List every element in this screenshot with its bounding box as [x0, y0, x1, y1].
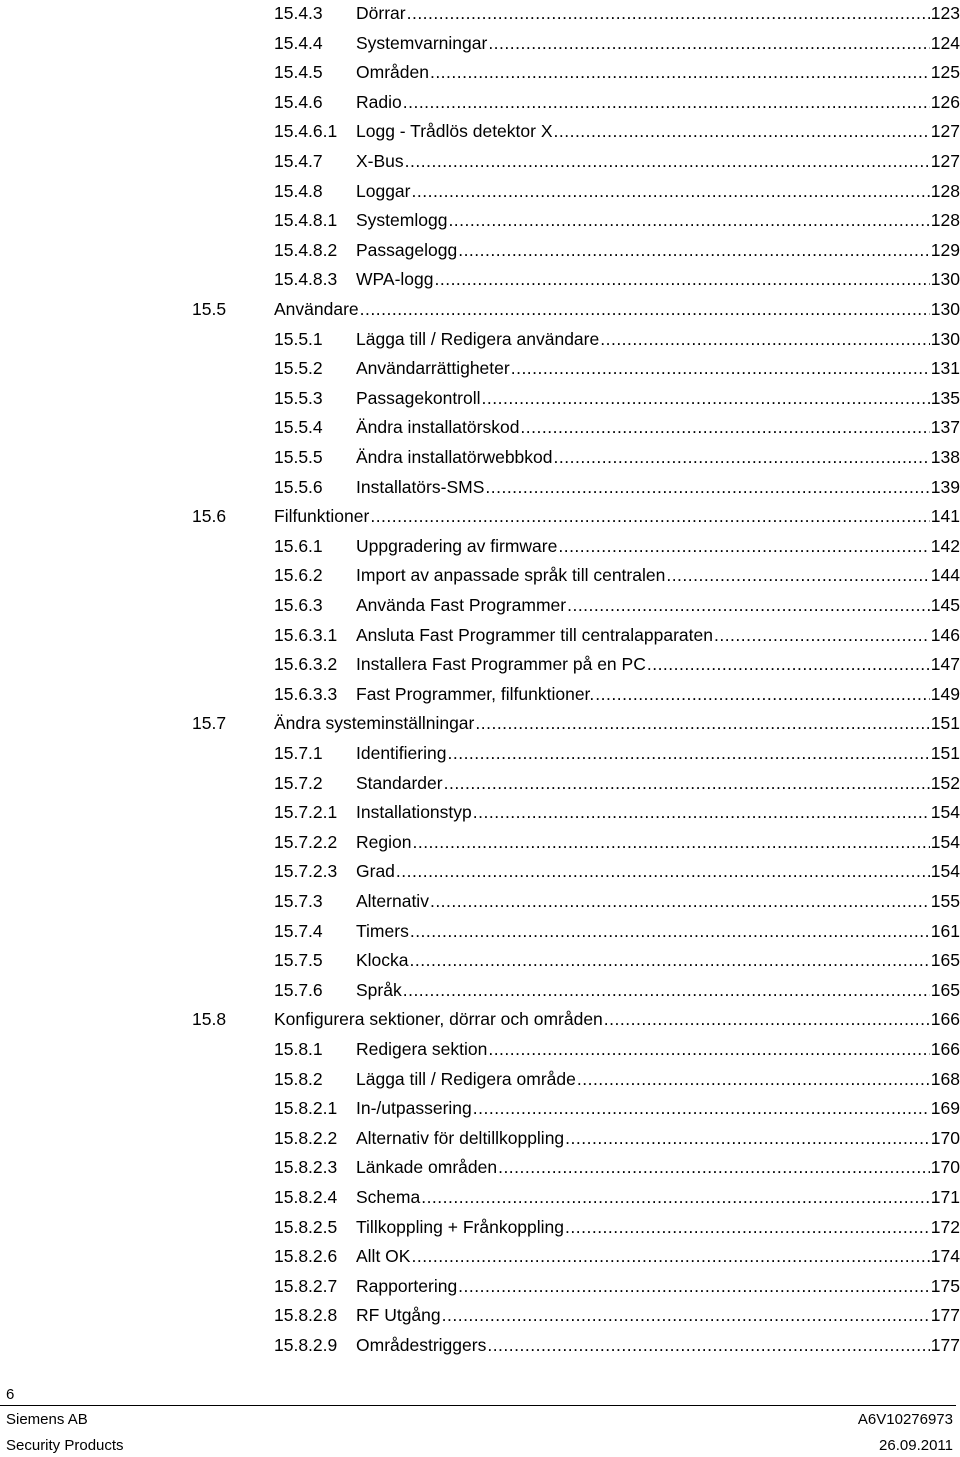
toc-entry-number: 15.6.3.2 [274, 654, 338, 675]
toc-entry-body [356, 88, 960, 117]
toc-dot-leader [412, 177, 930, 206]
toc-entry-body [356, 621, 960, 650]
toc-entry-title: Lägga till / Redigera område [356, 1065, 577, 1094]
toc-entry-body [356, 29, 960, 58]
toc-entry[interactable] [0, 1005, 960, 1034]
footer-date: 26.09.2011 [879, 1437, 953, 1454]
toc-entry-page: 155 [930, 887, 960, 916]
toc-entry-number: 15.8.2.1 [274, 1098, 338, 1119]
toc-dot-leader [567, 591, 930, 620]
toc-dot-leader [666, 561, 929, 590]
toc-entry-page: 146 [930, 621, 960, 650]
toc-dot-leader [458, 1272, 930, 1301]
toc-entry-body [274, 502, 960, 531]
toc-entry-page: 161 [930, 917, 960, 946]
toc-entry-title: Systemlogg [356, 206, 448, 235]
toc-entry-body [356, 1035, 960, 1064]
toc-entry-title: Användarrättigheter [356, 354, 511, 383]
toc-entry-page: 171 [930, 1183, 960, 1212]
toc-entry-title: Import av anpassade språk till centralen [356, 561, 666, 590]
toc-entry-title: Radio [356, 88, 403, 117]
toc-entry-title: Alternativ [356, 887, 430, 916]
toc-entry-body [356, 206, 960, 235]
toc-entry-title: X-Bus [356, 147, 405, 176]
toc-entry-page: 154 [930, 857, 960, 886]
toc-entry-number: 15.5.6 [274, 476, 323, 497]
footer-divider [0, 1405, 956, 1406]
toc-entry-number: 15.4.7 [274, 151, 323, 171]
toc-entry-body [356, 1124, 960, 1153]
toc-entry-body [356, 1331, 960, 1360]
toc-entry-number: 15.4.3 [274, 3, 323, 23]
toc-entry[interactable] [0, 58, 960, 87]
toc-entry-number: 15.5.3 [274, 387, 323, 408]
toc-entry[interactable] [0, 413, 960, 442]
toc-entry-page: 175 [930, 1272, 960, 1301]
toc-dot-leader [565, 1124, 930, 1153]
toc-entry[interactable] [0, 1124, 960, 1153]
toc-entry[interactable] [0, 206, 960, 235]
toc-entry[interactable] [0, 709, 960, 738]
toc-entry[interactable] [0, 443, 960, 472]
toc-dot-leader [444, 769, 930, 798]
toc-entry-title: Filfunktioner [274, 502, 370, 531]
toc-entry-number: 15.6.3.1 [274, 624, 338, 645]
toc-entry-body [356, 739, 960, 768]
toc-entry-number: 15.8.2.3 [274, 1157, 338, 1178]
toc-entry-title: Ändra systeminställningar [274, 709, 475, 738]
toc-entry-number: 15.4.4 [274, 32, 323, 53]
toc-entry-title: Standarder [356, 769, 444, 798]
toc-dot-leader [405, 147, 930, 176]
toc-dot-leader [482, 384, 930, 413]
toc-entry-body [356, 1094, 960, 1123]
toc-entry-page: 177 [930, 1301, 960, 1330]
toc-entry-page: 174 [930, 1242, 960, 1271]
toc-entry-body [356, 177, 960, 206]
toc-entry[interactable] [0, 295, 960, 324]
toc-entry-title: WPA-logg [356, 265, 434, 294]
toc-entry[interactable] [0, 502, 960, 531]
toc-entry-page: 166 [930, 1005, 960, 1034]
toc-dot-leader [520, 413, 929, 442]
toc-entry[interactable] [0, 1331, 960, 1360]
toc-entry-body [274, 1005, 960, 1034]
toc-entry-body [356, 857, 960, 886]
toc-entry-title: Loggar [356, 177, 412, 206]
footer-document-id: A6V10276973 [857, 1411, 953, 1428]
toc-entry-title: Ansluta Fast Programmer till centralapparaten [356, 621, 714, 650]
toc-entry[interactable] [0, 1035, 960, 1064]
toc-entry-page: 152 [930, 769, 960, 798]
toc-entry-title: Fast Programmer, filfunktioner. [356, 680, 595, 709]
toc-dot-leader [485, 473, 929, 502]
toc-entry[interactable] [0, 591, 960, 620]
toc-entry-number: 15.6.2 [274, 565, 323, 586]
toc-dot-leader [554, 443, 930, 472]
toc-dot-leader [511, 354, 930, 383]
toc-entry-page: 137 [930, 413, 960, 442]
toc-dot-leader [604, 1005, 930, 1034]
toc-entry[interactable] [0, 1094, 960, 1123]
toc-dot-leader [410, 946, 930, 975]
toc-entry-number: 15.8.2.2 [274, 1127, 338, 1148]
toc-entry-number: 15.5.2 [274, 358, 323, 379]
toc-dot-leader [412, 828, 929, 857]
toc-entry[interactable] [0, 857, 960, 886]
toc-entry-page: 130 [930, 295, 960, 324]
toc-entry-title: Installatörs-SMS [356, 473, 485, 502]
toc-dot-leader [554, 117, 930, 146]
toc-entry[interactable] [0, 561, 960, 590]
toc-dot-leader [647, 650, 930, 679]
toc-entry-number: 15.7.2.2 [274, 831, 338, 852]
toc-entry-number: 15.4.8.2 [274, 239, 338, 260]
toc-entry-page: 168 [930, 1065, 960, 1094]
toc-entry-title: Konfigurera sektioner, dörrar och områden [274, 1005, 604, 1034]
toc-entry-number: 15.7.6 [274, 979, 323, 1000]
toc-dot-leader [447, 739, 929, 768]
toc-entry-number: 15.4.8 [274, 180, 323, 201]
toc-entry-page: 142 [930, 532, 960, 561]
toc-dot-leader [421, 1183, 930, 1212]
toc-entry-title: Dörrar [356, 0, 407, 28]
toc-entry-body [356, 1153, 960, 1182]
toc-entry-title: Schema [356, 1183, 421, 1212]
toc-entry-title: Områdestriggers [356, 1331, 487, 1360]
toc-entry-page: 125 [930, 58, 960, 87]
toc-entry-title: Identifiering [356, 739, 447, 768]
toc-entry-title: Tillkoppling + Frånkoppling [356, 1213, 565, 1242]
toc-entry-page: 154 [930, 798, 960, 827]
toc-entry-number: 15.7.5 [274, 950, 323, 971]
toc-entry-body [356, 1065, 960, 1094]
toc-entry-body [356, 384, 960, 413]
toc-entry-body [356, 1183, 960, 1212]
toc-entry-page: 128 [930, 206, 960, 235]
toc-entry-page: 124 [930, 29, 960, 58]
toc-entry[interactable] [0, 621, 960, 650]
toc-entry-title: Använda Fast Programmer [356, 591, 567, 620]
toc-entry[interactable] [0, 1242, 960, 1271]
toc-entry-number: 15.5.4 [274, 417, 323, 438]
toc-entry-number: 15.7 [192, 713, 227, 734]
toc-dot-leader [434, 265, 929, 294]
toc-entry-number: 15.5.1 [274, 328, 323, 349]
toc-dot-leader [403, 88, 930, 117]
toc-dot-leader [411, 1242, 929, 1271]
toc-entry-page: 138 [930, 443, 960, 472]
toc-dot-leader [360, 295, 930, 324]
toc-dot-leader [458, 236, 930, 265]
toc-dot-leader [577, 1065, 930, 1094]
toc-entry-number: 15.8.2 [274, 1068, 323, 1089]
toc-entry-title: Timers [356, 917, 410, 946]
toc-entry-number: 15.7.4 [274, 920, 323, 941]
toc-entry-number: 15.7.3 [274, 891, 323, 911]
toc-entry-page: 169 [930, 1094, 960, 1123]
toc-dot-leader [407, 0, 930, 28]
toc-dot-leader [403, 976, 930, 1005]
toc-entry[interactable] [0, 1272, 960, 1301]
toc-entry[interactable] [0, 887, 960, 916]
toc-entry-body [356, 236, 960, 265]
toc-entry-body [356, 591, 960, 620]
toc-entry[interactable] [0, 1183, 960, 1212]
toc-dot-leader [430, 58, 930, 87]
toc-entry-body [356, 976, 960, 1005]
toc-dot-leader [488, 1035, 929, 1064]
toc-entry-page: 151 [930, 739, 960, 768]
toc-entry[interactable] [0, 680, 960, 709]
toc-dot-leader [475, 709, 929, 738]
toc-entry[interactable] [0, 532, 960, 561]
toc-entry-page: 151 [930, 709, 960, 738]
toc-entry-page: 172 [930, 1213, 960, 1242]
toc-entry[interactable] [0, 0, 960, 28]
toc-entry-body [356, 1213, 960, 1242]
toc-entry-body [356, 58, 960, 87]
toc-entry-title: Ändra installatörwebbkod [356, 443, 554, 472]
toc-entry[interactable] [0, 265, 960, 294]
toc-entry-number: 15.4.5 [274, 62, 323, 83]
toc-entry-body [356, 798, 960, 827]
toc-entry-title: Allt OK [356, 1242, 411, 1271]
toc-dot-leader [595, 680, 930, 709]
toc-entry[interactable] [0, 1301, 960, 1330]
toc-dot-leader [370, 502, 929, 531]
toc-entry-title: Ändra installatörskod [356, 413, 520, 442]
toc-entry-body [356, 354, 960, 383]
toc-dot-leader [448, 206, 929, 235]
toc-entry-title: Installera Fast Programmer på en PC [356, 650, 647, 679]
toc-entry[interactable] [0, 147, 960, 176]
toc-entry-title: Lägga till / Redigera användare [356, 325, 600, 354]
toc-entry[interactable] [0, 739, 960, 768]
toc-entry[interactable] [0, 828, 960, 857]
toc-dot-leader [565, 1213, 930, 1242]
toc-entry-body [356, 680, 960, 709]
toc-dot-leader [430, 887, 930, 916]
toc-entry-number: 15.7.2 [274, 772, 323, 793]
toc-entry-number: 15.6.3.3 [274, 683, 338, 704]
toc-entry-title: Klocka [356, 946, 410, 975]
toc-entry-body [274, 295, 960, 324]
toc-entry-page: 154 [930, 828, 960, 857]
toc-entry-number: 15.6.3 [274, 595, 323, 615]
toc-entry-title: Länkade områden [356, 1153, 498, 1182]
toc-entry-body [356, 265, 960, 294]
toc-entry-page: 166 [930, 1035, 960, 1064]
toc-entry-title: Systemvarningar [356, 29, 488, 58]
toc-entry-body [274, 709, 960, 738]
toc-entry-number: 15.6.1 [274, 535, 323, 556]
toc-entry-number: 15.8.2.6 [274, 1246, 338, 1267]
toc-entry[interactable] [0, 325, 960, 354]
toc-entry-number: 15.8.1 [274, 1039, 323, 1059]
toc-entry-number: 15.7.2.3 [274, 861, 338, 882]
toc-dot-leader [488, 29, 929, 58]
toc-dot-leader [714, 621, 930, 650]
toc-entry[interactable] [0, 117, 960, 146]
toc-entry-page: 127 [930, 117, 960, 146]
toc-entry-title: Redigera sektion [356, 1035, 488, 1064]
toc-entry-page: 170 [930, 1124, 960, 1153]
toc-entry-page: 123 [930, 0, 960, 28]
toc-entry-page: 165 [930, 976, 960, 1005]
toc-entry-body [356, 1242, 960, 1271]
toc-entry-title: Logg - Trådlös detektor X [356, 117, 554, 146]
toc-entry[interactable] [0, 946, 960, 975]
toc-entry-title: Region [356, 828, 412, 857]
toc-dot-leader [442, 1301, 930, 1330]
toc-entry-page: 141 [930, 502, 960, 531]
toc-entry-title: Passagelogg [356, 236, 458, 265]
toc-entry-number: 15.8.2.9 [274, 1335, 338, 1355]
toc-entry-title: In-/utpassering [356, 1094, 473, 1123]
toc-entry-page: 147 [930, 650, 960, 679]
toc-dot-leader [498, 1153, 930, 1182]
toc-entry-body [356, 443, 960, 472]
toc-dot-leader [473, 798, 930, 827]
toc-entry-number: 15.4.8.3 [274, 269, 338, 290]
toc-dot-leader [473, 1094, 930, 1123]
toc-entry-body [356, 769, 960, 798]
toc-entry-body [356, 325, 960, 354]
toc-entry-body [356, 473, 960, 502]
toc-entry-number: 15.6 [192, 506, 227, 527]
toc-entry-page: 144 [930, 561, 960, 590]
toc-entry[interactable] [0, 976, 960, 1005]
toc-entry[interactable] [0, 798, 960, 827]
toc-entry-number: 15.4.6 [274, 91, 323, 112]
toc-entry-page: 127 [930, 147, 960, 176]
toc-entry-page: 131 [930, 354, 960, 383]
toc-entry-body [356, 413, 960, 442]
toc-entry-title: Installationstyp [356, 798, 473, 827]
toc-entry-number: 15.5 [192, 299, 227, 319]
toc-entry[interactable] [0, 917, 960, 946]
toc-entry-title: Grad [356, 857, 396, 886]
toc-entry[interactable] [0, 88, 960, 117]
toc-entry[interactable] [0, 650, 960, 679]
toc-entry-page: 177 [930, 1331, 960, 1360]
toc-dot-leader [487, 1331, 929, 1360]
toc-entry[interactable] [0, 29, 960, 58]
toc-entry-body [356, 1301, 960, 1330]
toc-entry-body [356, 887, 960, 916]
toc-entry-page: 170 [930, 1153, 960, 1182]
footer-company: Siemens AB [6, 1411, 88, 1428]
toc-entry-body [356, 532, 960, 561]
toc-entry-number: 15.8.2.5 [274, 1216, 338, 1237]
toc-entry-body [356, 147, 960, 176]
toc-entry-title: Uppgradering av firmware [356, 532, 558, 561]
toc-entry[interactable] [0, 1213, 960, 1242]
toc-entry-page: 149 [930, 680, 960, 709]
toc-entry-page: 130 [930, 325, 960, 354]
toc-entry-title: Passagekontroll [356, 384, 482, 413]
toc-entry-page: 135 [930, 384, 960, 413]
toc-entry-body [356, 0, 960, 28]
toc-dot-leader [410, 917, 930, 946]
toc-entry-number: 15.4.8.1 [274, 210, 338, 231]
toc-entry-body [356, 117, 960, 146]
toc-entry-title: Användare [274, 295, 360, 324]
toc-entry[interactable] [0, 354, 960, 383]
toc-entry-title: Rapportering [356, 1272, 458, 1301]
toc-entry-page: 130 [930, 265, 960, 294]
toc-entry-body [356, 917, 960, 946]
toc-entry[interactable] [0, 769, 960, 798]
toc-entry-body [356, 650, 960, 679]
toc-entry-number: 15.5.5 [274, 447, 323, 467]
toc-entry[interactable] [0, 236, 960, 265]
toc-entry-page: 139 [930, 473, 960, 502]
toc-entry-number: 15.8.2.4 [274, 1187, 338, 1207]
toc-entry-page: 145 [930, 591, 960, 620]
toc-entry-page: 165 [930, 946, 960, 975]
toc-entry-number: 15.7.1 [274, 743, 323, 763]
toc-dot-leader [600, 325, 930, 354]
toc-entry-page: 126 [930, 88, 960, 117]
toc-entry-body [356, 828, 960, 857]
toc-entry-number: 15.8.2.8 [274, 1305, 338, 1326]
toc-entry[interactable] [0, 1065, 960, 1094]
toc-dot-leader [396, 857, 930, 886]
toc-entry[interactable] [0, 1153, 960, 1182]
toc-entry[interactable] [0, 473, 960, 502]
toc-entry-title: Alternativ för deltillkoppling [356, 1124, 565, 1153]
toc-entry-body [356, 946, 960, 975]
toc-entry-number: 15.8 [192, 1009, 227, 1030]
toc-entry-title: Språk [356, 976, 403, 1005]
toc-entry-number: 15.7.2.1 [274, 802, 338, 823]
footer-page-number: 6 [6, 1386, 15, 1403]
toc-entry[interactable] [0, 177, 960, 206]
toc-entry-title: RF Utgång [356, 1301, 442, 1330]
toc-entry-number: 15.8.2.7 [274, 1275, 338, 1296]
toc-entry-body [356, 561, 960, 590]
toc-entry-number: 15.4.6.1 [274, 121, 338, 142]
toc-dot-leader [558, 532, 929, 561]
toc-entry-body [356, 1272, 960, 1301]
toc-entry[interactable] [0, 384, 960, 413]
footer-division: Security Products [6, 1437, 124, 1454]
toc-entry-page: 128 [930, 177, 960, 206]
toc-entry-title: Områden [356, 58, 430, 87]
toc-entry-page: 129 [930, 236, 960, 265]
